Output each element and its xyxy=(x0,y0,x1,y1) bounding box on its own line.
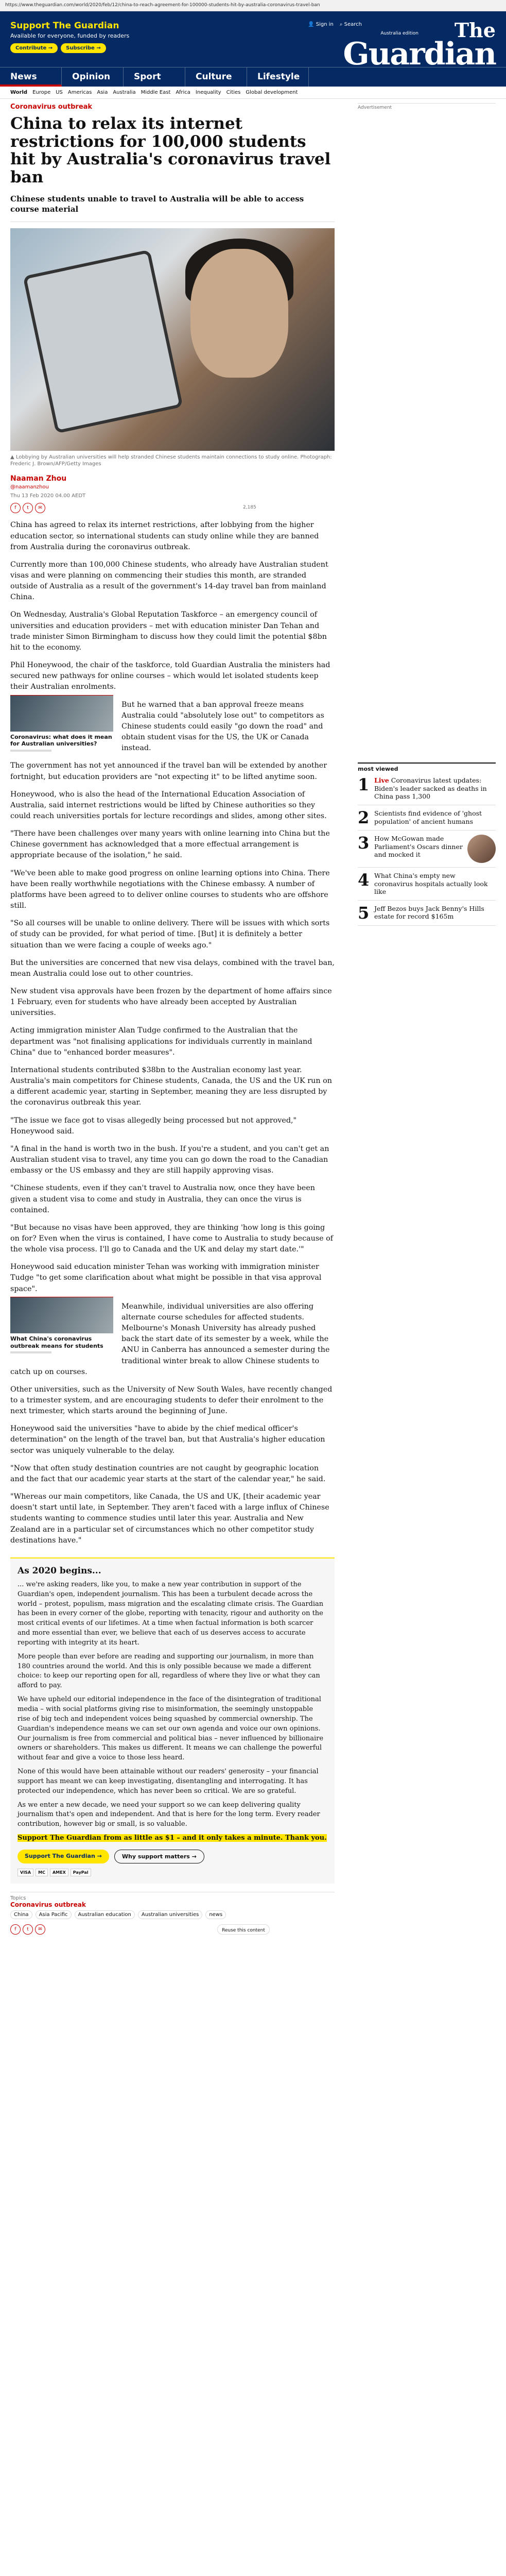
most-viewed-item[interactable] xyxy=(358,772,496,805)
subnav-global-development[interactable]: Global development xyxy=(246,90,298,95)
article-body xyxy=(10,520,335,1546)
paragraph: "We've been able to make good progress on online learning options into China. There have been really worthwhile negotiations with the Chinese embassy. A number of platforms have been agreed to to deliver online courses to students who are offshore still. xyxy=(10,869,330,910)
support-guardian-button[interactable]: Support The Guardian → xyxy=(18,1850,109,1863)
topic-tag[interactable]: Australian education xyxy=(75,1910,135,1919)
rank-number: 3 xyxy=(358,833,370,853)
paragraph: On Wednesday, Australia's Global Reputation Taskforce – an emergency council of universities and education providers – met with education minister Dan Tehan and trade minister Simon Birmingham to discuss how they could limit the potential $8bn hit to the economy. xyxy=(10,611,327,652)
mastercard-icon: MC xyxy=(36,1869,48,1876)
epic-paragraph: ... we're asking readers, like you, to make a new year contribution in support of the Guardian's open, independent journalism. This has been a turbulent decade across the world – protest, populism, mass migration and the escalating climate crisis. The Guardian has been in every corner of the globe, reporting with tenacity, rigour and authority on the most critical events of our lifetimes. At a time when factual information is both scarcer and more essential than ever, we believe that each of us deserves access to accurate reporting with integrity at its heart. xyxy=(18,1580,324,1647)
author-avatar xyxy=(467,835,496,863)
topic-tag[interactable]: China xyxy=(10,1910,32,1919)
topic-tag[interactable]: Australian universities xyxy=(138,1910,202,1919)
pillar-lifestyle[interactable]: Lifestyle xyxy=(247,67,309,87)
facebook-share-icon[interactable]: f xyxy=(10,1924,21,1935)
pillar-news[interactable]: News xyxy=(0,67,62,87)
topics-label: Topics xyxy=(10,1895,26,1901)
epic-paragraph: None of this would have been attainable without our readers' generosity – your financial support has meant we can keep investigating, disentangling and interrogating. It has protected our independence, which has never been so critical. We are so grateful. xyxy=(18,1768,319,1795)
sign-in-link[interactable] xyxy=(308,22,334,27)
visa-icon: VISA xyxy=(18,1869,33,1876)
subnav-europe[interactable]: Europe xyxy=(32,90,51,95)
most-viewed-headline: Jeff Bezos buys Jack Benny's Hills estate for record $165m xyxy=(374,904,484,921)
support-title: Support The Guardian xyxy=(10,21,119,31)
twitter-share-icon[interactable]: t xyxy=(23,503,33,513)
related-title: Coronavirus: what does it mean for Australian universities? xyxy=(10,733,112,748)
most-viewed-item[interactable] xyxy=(358,901,496,926)
epic-paragraph: As we enter a new decade, we need your support so we can keep delivering quality journalism that's open and independent. And that is here for the long term. Every reader contribution, however big or small, is so valuable. xyxy=(18,1801,320,1828)
most-viewed-headline: Scientists find evidence of 'ghost population' of ancient humans xyxy=(374,809,482,825)
article xyxy=(10,103,335,1935)
live-kicker: Live xyxy=(374,776,389,784)
paragraph: "So all courses will be unable to online delivery. There will be issues with which sorts of study can be provided, for what period of time. [But] it is definitely a better situation than we were facing a couple of weeks ago." xyxy=(10,919,330,950)
epic-paragraph: We have upheld our editorial independence in the face of the disintegration of traditional media – with social platforms giving rise to misinformation, the seemingly unstoppable rise of big tech and independent voices being squashed by commercial ownership. The Guardian's independence means we can set our own agenda and voice our own opinions. Our journalism is free from commercial and political bias – never influenced by billionaire owners or shareholders. This makes us different. It means we can challenge the powerful without fear and give a voice to those less heard. xyxy=(18,1696,324,1762)
paragraph: Acting immigration minister Alan Tudge confirmed to the Australian that the department was "not finalising applications for individuals currently in mainland China" due to "enhanced border measures". xyxy=(10,1026,312,1057)
most-viewed-item[interactable] xyxy=(358,805,496,831)
paragraph: International students contributed $38bn to the Australian economy last year. Australia's main competitors for Chinese students, Canada, the US and the UK run on a different academic year, starting in September, meaning they are less disrupted by the coronavirus outbreak this year. xyxy=(10,1065,332,1107)
hero-caption: ▲ Lobbying by Australian universities will help stranded Chinese students maintain connections to study online. Photograph: Frederic J. Brown/AFP/Getty Images xyxy=(10,454,332,467)
masthead xyxy=(0,11,506,87)
browser-url-bar[interactable]: https://www.theguardian.com/world/2020/feb/12/china-to-reach-agreement-for-100000-students-hit-by-australia-coronavirus-travel-ban xyxy=(0,0,506,11)
support-banner xyxy=(10,21,129,53)
pillar-sport[interactable]: Sport xyxy=(124,67,185,87)
search-label: Search xyxy=(344,22,362,27)
related-thumbnail xyxy=(10,1297,113,1333)
topic-main[interactable]: Coronavirus outbreak xyxy=(10,1901,86,1908)
hero-face-shape xyxy=(190,249,288,378)
pillar-opinion[interactable]: Opinion xyxy=(62,67,124,87)
why-support-button[interactable]: Why support matters → xyxy=(114,1850,204,1863)
paypal-icon: PayPal xyxy=(71,1869,91,1876)
amex-icon: AMEX xyxy=(50,1869,68,1876)
hero-image xyxy=(10,228,335,451)
twitter-handle[interactable]: @naamanzhou xyxy=(10,484,49,490)
subnav-cities[interactable]: Cities xyxy=(226,90,241,95)
epic-highlight: Support The Guardian from as little as $1 – and it only takes a minute. Thank you. xyxy=(18,1834,327,1842)
most-viewed-headline: How McGowan made Parliament's Oscars dinner and mocked it xyxy=(374,834,463,859)
topics-section xyxy=(10,1892,335,1919)
related-title: What China's coronavirus outbreak means for students xyxy=(10,1335,103,1349)
subnav-world[interactable]: World xyxy=(10,90,28,95)
paragraph: Honeywood, who is also the head of the International Education Association of Australia, said internet restrictions would be lifted by Chinese authorities so they could reach universities portals for lecture recordings and slides, among other sites. xyxy=(10,790,327,820)
related-thumbnail xyxy=(10,696,113,732)
subnav-americas[interactable]: Americas xyxy=(67,90,92,95)
article-standfirst: Chinese students unable to travel to Australia will be able to access course material xyxy=(10,194,304,214)
logo-guardian: Guardian xyxy=(343,36,496,72)
subnav-africa[interactable]: Africa xyxy=(176,90,190,95)
paragraph: "Now that often study destination countries are not caught by geographic location and the fact that our academic year starts at the start of the calendar year," he said. xyxy=(10,1464,326,1483)
most-viewed-headline: Coronavirus latest updates: Biden's leader sacked as deaths in China pass 1,300 xyxy=(374,776,487,801)
rank-number: 1 xyxy=(358,775,370,794)
most-viewed xyxy=(358,762,496,926)
paragraph: "Whereas our main competitors, like Canada, the US and UK, [their academic year doesn't start until late, in September. They aren't faced with a large influx of Chinese students wanting to commence studies until later this year. Australia and New Zealand are in a particular set of circumstances which no other competitor study destinations have." xyxy=(10,1493,329,1545)
sub-nav xyxy=(0,87,506,99)
contributions-epic xyxy=(10,1557,335,1884)
byline[interactable]: Naaman Zhou xyxy=(10,474,67,483)
paragraph: China has agreed to relax its internet restrictions, after lobbying from the higher education sector, so international students can study online while they are banned from Australia during the coronavirus outbreak. xyxy=(10,521,319,551)
epic-title: As 2020 begins... xyxy=(18,1565,101,1576)
rank-number: 4 xyxy=(358,870,370,890)
logo-the: The xyxy=(454,19,496,42)
paragraph: Phil Honeywood, the chair of the taskforce, told Guardian Australia the ministers had secured new pathways for online courses – which would let isolated students keep their Australian enrolments. xyxy=(10,661,330,691)
edition-selector[interactable]: Australia edition xyxy=(380,31,418,36)
paragraph: New student visa approvals have been frozen by the department of home affairs since 1 February, even for students who have already been accepted by Australian universities. xyxy=(10,987,332,1018)
epic-paragraph: More people than ever before are reading and supporting our journalism, in more than 180 countries around the world. And this is only possible because we made a different choice: to keep our reporting open for all, regardless of where they live or what they can afford to pay. xyxy=(18,1652,320,1690)
paragraph: "But because no visas have been approved, they are thinking 'how long is this going on for? Even when the virus is contained, I have come to Australia to study because of the whole visa process. I'll go to Canada and the UK and delay my start date.'" xyxy=(10,1223,334,1254)
divider xyxy=(10,1351,51,1353)
subscribe-button[interactable]: Subscribe → xyxy=(61,43,106,53)
most-viewed-item[interactable] xyxy=(358,868,496,901)
most-viewed-headline: What China's empty new coronavirus hospitals actually look like xyxy=(374,871,488,896)
paragraph: Other universities, such as the University of New South Wales, have recently changed to a trimester system, and are encouraging students to defer their enrolment to the next trimester, which starts around the beginning of June. xyxy=(10,1385,333,1416)
share-bar xyxy=(10,503,335,513)
paragraph: "The issue we face got to visas allegedly being processed but not approved," Honeywood said. xyxy=(10,1116,297,1136)
article-headline: China to relax its internet restrictions for 100,000 students hit by Australia's coronavirus travel ban xyxy=(10,114,331,187)
subnav-middle-east[interactable]: Middle East xyxy=(141,90,171,95)
topic-tag[interactable]: news xyxy=(205,1910,226,1919)
subnav-australia[interactable]: Australia xyxy=(113,90,136,95)
contribute-button[interactable]: Contribute → xyxy=(10,43,58,53)
email-share-icon[interactable]: ✉ xyxy=(35,503,45,513)
sign-in-label: Sign in xyxy=(316,22,334,27)
article-kicker[interactable]: Coronavirus outbreak xyxy=(10,103,93,111)
reuse-content-link[interactable]: Reuse this content xyxy=(217,1924,270,1935)
right-column xyxy=(358,103,496,110)
paragraph: "Chinese students, even if they can't travel to Australia now, once they have been given a student visa to come and study in Australia, they can once the virus is contained. xyxy=(10,1184,315,1214)
rank-number: 5 xyxy=(358,903,370,923)
paragraph: Currently more than 100,000 Chinese students, who already have Australian student visas and were planning on commencing their studies this month, are stranded outside of Australia as a result of the government's 14-day travel ban from mainland China. xyxy=(10,560,328,602)
bottom-share-bar xyxy=(10,1924,335,1935)
subnav-asia[interactable]: Asia xyxy=(97,90,108,95)
share-count: 2,185 xyxy=(243,505,256,511)
most-viewed-item[interactable] xyxy=(358,831,496,868)
topic-tag[interactable]: Asia Pacific xyxy=(36,1910,72,1919)
user-icon: 👤 xyxy=(308,22,315,27)
related-content-card[interactable] xyxy=(10,1297,113,1354)
search-icon: ⌕ xyxy=(339,22,343,27)
facebook-share-icon[interactable]: f xyxy=(10,503,21,513)
paragraph: Honeywood said the universities "have to abide by the chief medical officer's determination" on the length of the travel ban, but that Australia's higher education sector was uniquely vulnerable to the delay. xyxy=(10,1425,325,1455)
twitter-share-icon[interactable]: t xyxy=(23,1924,33,1935)
paragraph: Meanwhile, individual universities are also offering alternate course schedules for affected students. Melbourne's Monash University has already pushed back the start date of its semester by a week, while the ANU in Canberra has announced a semester during the traditional winter break to allow Chinese students to catch up on courses. xyxy=(10,1302,330,1376)
paragraph: But the universities are concerned that new visa delays, combined with the travel ban, mean Australia could lose out to other countries. xyxy=(10,958,335,978)
divider xyxy=(10,750,51,752)
publish-date: Thu 13 Feb 2020 04.00 AEDT xyxy=(10,493,86,499)
most-viewed-title: most viewed xyxy=(358,766,398,772)
pillar-nav xyxy=(0,67,506,87)
pillar-culture[interactable]: Culture xyxy=(185,67,247,87)
advertisement-label: Advertisement xyxy=(358,103,496,110)
paragraph: "A final in the hand is worth two in the bush. If you're a student, and you can't get an Australian student visa to travel, any time you can go down the road to the Canadian embassy or the US embassy and they are still happily approving visas. xyxy=(10,1144,329,1175)
support-subtitle: Available for everyone, funded by readers xyxy=(10,32,130,39)
hero-phone-shape xyxy=(26,253,179,430)
paragraph: "There have been challenges over many years with online learning into China but the Chinese government has acknowledged that a more effectual arrangement is appropriate because of the isolation," he said. xyxy=(10,829,330,860)
paragraph: Honeywood said education minister Tehan was working with immigration minister Tudge "to get some clarification about what might be possible in that visa approval space". xyxy=(10,1263,322,1293)
paragraph: The government has not yet announced if the travel ban will be extended by another fortnight, but education providers are "not expecting it" to be lifted anytime soon. xyxy=(10,761,327,781)
subnav-us[interactable]: US xyxy=(56,90,63,95)
related-content-card[interactable] xyxy=(10,695,113,752)
rank-number: 2 xyxy=(358,807,370,827)
subnav-inequality[interactable]: Inequality xyxy=(195,90,221,95)
paragraph: But he warned that a ban approval freeze means Australia could "absolutely lose out" to competitors as Chinese students could easily "go down the road" and obtain student visas for the US, the UK or Canada instead. xyxy=(121,700,324,753)
email-share-icon[interactable]: ✉ xyxy=(35,1924,45,1935)
payment-methods xyxy=(18,1869,327,1876)
guardian-logo[interactable] xyxy=(343,19,496,72)
